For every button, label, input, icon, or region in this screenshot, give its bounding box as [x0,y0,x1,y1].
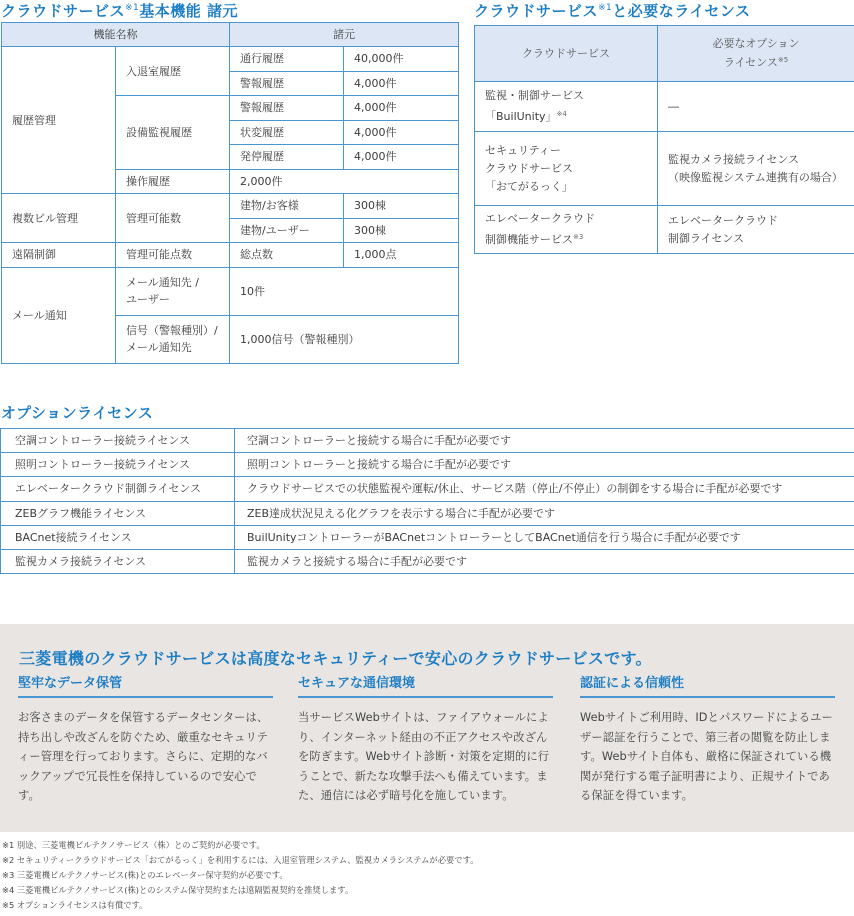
column-body: お客さまのデータを保管するデータセンターは、持ち出しや改ざんを防ぐため、厳重なセキュリティー管理を行っております。さらに、定期的なバックアップで冗長性を保持しているので安心です。 [18,711,269,803]
column-title: セキュアな通信環境 [298,676,553,698]
option-name: 監視カメラ接続ライセンス [1,549,235,573]
table-row [1,453,854,477]
multi-building-label: 複数ビル管理 [2,194,116,243]
service-line: 制御機能サービス [485,233,573,246]
spec-table [1,22,459,364]
header-required-license [658,26,854,82]
footnote: ※4 三菱電機ビルテクノサービス(株)とのシステム保守契約または遠隔監視契約を推奨します。 [2,885,354,895]
option-license-table [0,428,854,574]
license-header-row [475,26,854,82]
operation-history-label: 操作履歴 [116,169,230,194]
mail-item-name [116,267,230,315]
license-section-title [474,0,750,21]
option-name: エレベータークラウド制御ライセンス [1,477,235,501]
option-desc: 監視カメラと接続する場合に手配が必要です [235,549,854,573]
entry-history-label: 入退室履歴 [116,47,230,96]
security-column-communication [298,676,553,806]
mail-item-name-line2: ユーザー [126,293,170,306]
table-row [475,132,854,206]
history-label: 履歴管理 [2,47,116,194]
table-row [1,501,854,525]
option-desc: 空調コントローラーと接続する場合に手配が必要です [235,429,854,453]
spec-item-name: 警報履歴 [230,96,344,121]
mail-item-name [116,315,230,363]
table-row [2,267,459,315]
spec-item-value: 300棟 [344,218,459,243]
spec-item-value: 10件 [230,267,459,315]
mail-item-name-line1: メール通知先 / [126,276,199,289]
option-name: BACnet接続ライセンス [1,525,235,549]
mail-label: メール通知 [2,267,116,363]
spec-item-value: 2,000件 [230,169,459,194]
header-license-note: ※5 [777,56,789,64]
mail-item-name-line2: メール通知先 [126,341,192,354]
header-cloud-service: クラウドサービス [475,26,658,82]
spec-item-name: 発停履歴 [230,145,344,170]
remote-sub: 管理可能点数 [116,243,230,268]
license-line: ― [668,99,679,113]
spec-section-title [1,0,238,21]
column-title: 堅牢なデータ保管 [18,676,273,698]
column-body: Webサイトご利用時、IDとパスワードによるユーザー認証を行うことで、第三者の閲覧を防止します。Webサイト自体も、厳格に保証されている機関が発行する電子証明書により、正規サイトである保証を得ています。 [580,711,833,803]
spec-item-name: 警報履歴 [230,71,344,96]
license-title-suffix: と必要なライセンス [612,2,751,20]
license-line: エレベータークラウド [668,213,778,227]
license-cell [658,132,854,206]
header-license-line2: ライセンス [723,56,778,69]
column-title: 認証による信頼性 [580,676,835,698]
option-name: 照明コントローラー接続ライセンス [1,453,235,477]
option-desc: クラウドサービスでの状態監視や運転/休止、サービス階（停止/不停止）の制御をする場合に手配が必要です [235,477,854,501]
spec-item-value: 1,000信号（警報種別） [230,315,459,363]
license-cell [658,206,854,254]
table-row [1,549,854,573]
spec-item-value: 4,000件 [344,96,459,121]
option-desc: 照明コントローラーと接続する場合に手配が必要です [235,453,854,477]
option-desc: BuilUnityコントローラーがBACnetコントローラーとしてBACnet通信を行う場合に手配が必要です [235,525,854,549]
table-row [475,82,854,132]
service-cell [475,82,658,132]
spec-item-value: 4,000件 [344,71,459,96]
footnotes [2,838,852,913]
table-row [2,47,459,72]
remote-label: 遠隔制御 [2,243,116,268]
service-note: ※3 [573,233,584,241]
spec-item-name: 総点数 [230,243,344,268]
service-cell [475,206,658,254]
license-line: （映像監視システム連携有の場合） [668,170,843,184]
spec-item-value: 4,000件 [344,145,459,170]
service-line: クラウドサービス [485,161,573,175]
security-panel-title: 三菱電機のクラウドサービスは高度なセキュリティーで安心のクラウドサービスです。 [19,649,652,668]
option-name: ZEBグラフ機能ライセンス [1,501,235,525]
spec-item-value: 40,000件 [344,47,459,72]
footnote: ※3 三菱電機ビルテクノサービス(株)とのエレベーター保守契約が必要です。 [2,870,288,880]
option-name: 空調コントローラー接続ライセンス [1,429,235,453]
license-title-note: ※1 [598,3,613,13]
spec-title-suffix: 基本機能 諸元 [139,2,239,20]
table-row [2,194,459,219]
table-row [1,525,854,549]
spec-item-value: 300棟 [344,194,459,219]
spec-item-name: 状変履歴 [230,120,344,145]
spec-item-value: 4,000件 [344,120,459,145]
mail-item-name-line1: 信号（警報種別）/ [126,324,218,337]
table-row [1,429,854,453]
spec-item-name: 通行履歴 [230,47,344,72]
service-line: 「おてがるっく」 [485,179,573,193]
service-note: ※4 [556,110,567,118]
service-line: 監視・制御サービス [485,89,584,102]
license-table [474,25,854,254]
security-column-storage [18,676,273,806]
spec-item-name: 建物/ユーザー [230,218,344,243]
header-function-name: 機能名称 [2,23,230,47]
header-license-line1: 必要なオプション [712,37,800,50]
table-row [1,477,854,501]
license-line: 制御ライセンス [668,231,745,245]
license-title-main: クラウドサービス [474,2,599,20]
spec-item-name: 建物/お客様 [230,194,344,219]
table-row [2,243,459,268]
footnote: ※1 別途、三菱電機ビルテクノサービス（株）とのご契約が必要です。 [2,840,265,850]
service-line: 「BuilUnity」 [485,110,557,123]
spec-header-row [2,23,459,47]
multi-building-sub: 管理可能数 [116,194,230,243]
equipment-history-label: 設備監視履歴 [116,96,230,170]
option-section-title: オプションライセンス [1,404,154,422]
footnote: ※2 セキュリティークラウドサービス「おてがるっく」を利用するには、入退室管理システム、監視カメラシステムが必要です。 [2,855,479,865]
service-line: セキュリティー [485,143,561,157]
security-column-authentication [580,676,835,806]
footnote: ※5 オプションライセンスは有償です。 [2,900,148,910]
spec-title-note: ※1 [125,3,140,13]
spec-title-main: クラウドサービス [1,2,126,20]
column-body: 当サービスWebサイトは、ファイアウォールにより、インターネット経由の不正アクセスや改ざんを防ぎます。Webサイト診断・対策を定期的に行うことで、新たな攻撃手法へも備えています。また、通信には必ず暗号化を施しています。 [298,711,550,803]
spec-item-value: 1,000点 [344,243,459,268]
option-desc: ZEB達成状況見える化グラフを表示する場合に手配が必要です [235,501,854,525]
license-line: 監視カメラ接続ライセンス [668,152,800,166]
license-cell [658,82,854,132]
service-line: エレベータークラウド [485,212,595,225]
security-panel [0,624,854,832]
table-row [475,206,854,254]
service-cell [475,132,658,206]
header-spec: 諸元 [230,23,459,47]
